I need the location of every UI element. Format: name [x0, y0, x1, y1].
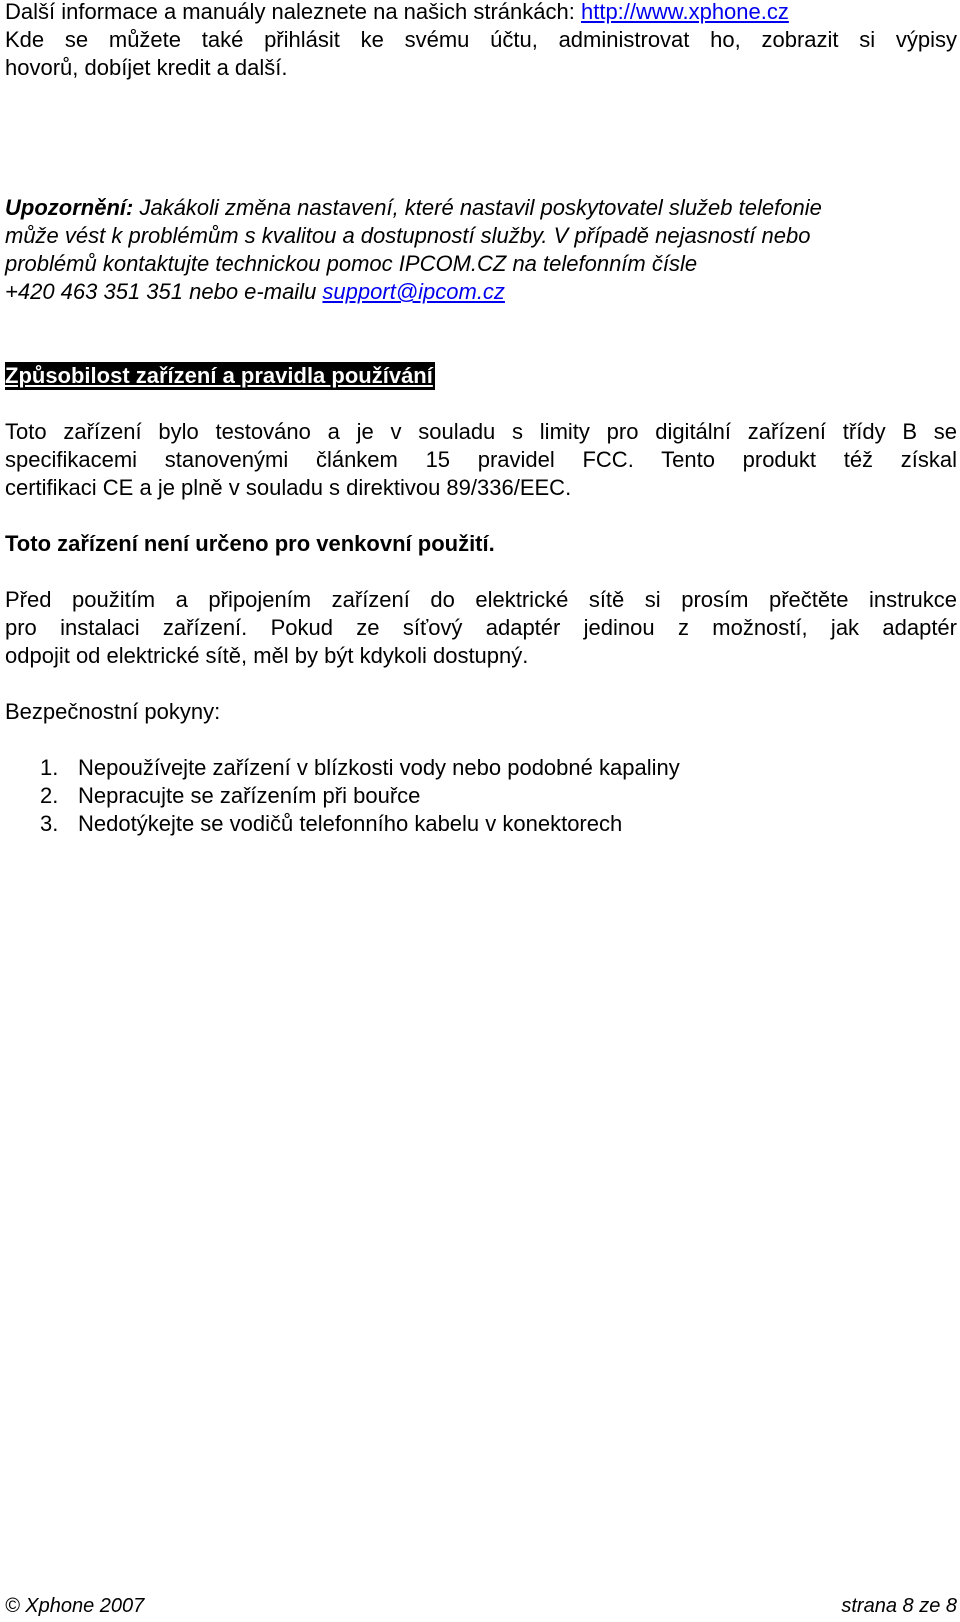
xphone-website-link[interactable]: http://www.xphone.cz	[580, 0, 789, 24]
para2-line-1: Před použitím a připojením zařízení do elektrické sítě si prosím přečtěte instrukce	[5, 587, 957, 612]
list-item-number: 1.	[40, 755, 59, 780]
list-item	[5, 810, 957, 838]
compliance-heading-wrap	[5, 362, 435, 390]
intro-line-1	[5, 0, 789, 26]
warning-text-4: +420 463 351 351 nebo e-mailu	[5, 279, 323, 304]
para1-line-2-wrap	[5, 446, 957, 474]
page-footer	[5, 1592, 957, 1620]
support-email-link[interactable]: support@ipcom.cz	[322, 279, 505, 304]
intro-line-2-wrap	[5, 26, 957, 54]
footer-page-number: strana 8 ze 8	[841, 1595, 957, 1617]
list-item	[5, 782, 957, 810]
list-item-text: Nedotýkejte se vodičů telefonního kabelu v konektorech	[78, 811, 623, 836]
para2-line-3: odpojit od elektrické sítě, měl by být kdykoli dostupný.	[5, 643, 529, 668]
para2-line-2-wrap	[5, 614, 957, 642]
list-item-text: Nepracujte se zařízením při bouřce	[78, 783, 421, 808]
para1-line-1-wrap	[5, 418, 957, 446]
list-item-number: 3.	[40, 811, 59, 836]
warning-text-1: Jakákoli změna nastavení, které nastavil poskytovatel služeb telefonie	[133, 195, 822, 220]
warning-line-2: může vést k problémům s kvalitou a dostupností služby. V případě nejasností nebo	[5, 223, 811, 248]
footer-copyright: © Xphone 2007	[5, 1595, 145, 1617]
list-item-number: 2.	[40, 783, 59, 808]
warning-line-3: problémů kontaktujte technickou pomoc IPCOM.CZ na telefonním čísle	[5, 251, 698, 276]
para1-line-1: Toto zařízení bylo testováno a je v souladu s limity pro digitální zařízení třídy B se	[5, 419, 957, 444]
intro-line-2: Kde se můžete také přihlásit ke svému účtu, administrovat ho, zobrazit si výpisy	[5, 27, 957, 52]
para1-line-2: specifikacemi stanovenými článkem 15 pravidel FCC. Tento produkt též získal	[5, 447, 957, 472]
warning-line-4	[5, 278, 505, 306]
list-item-text: Nepoužívejte zařízení v blízkosti vody nebo podobné kapaliny	[78, 755, 680, 780]
intro-text: Další informace a manuály naleznete na našich stránkách:	[5, 0, 581, 24]
list-item	[5, 754, 957, 782]
outdoor-warning: Toto zařízení není určeno pro venkovní použití.	[5, 531, 495, 556]
compliance-heading: Způsobilost zařízení a pravidla používání	[5, 363, 433, 388]
intro-line-3: hovorů, dobíjet kredit a další.	[5, 55, 288, 80]
para2-line-2: pro instalaci zařízení. Pokud ze síťový adaptér jedinou z možností, jak adaptér	[5, 615, 957, 640]
para2-line-1-wrap	[5, 586, 957, 614]
warning-label: Upozornění:	[5, 195, 134, 220]
safety-title: Bezpečnostní pokyny:	[5, 699, 221, 724]
warning-line-1	[5, 194, 822, 222]
para1-line-3: certifikaci CE a je plně v souladu s direktivou 89/336/EEC.	[5, 475, 572, 500]
